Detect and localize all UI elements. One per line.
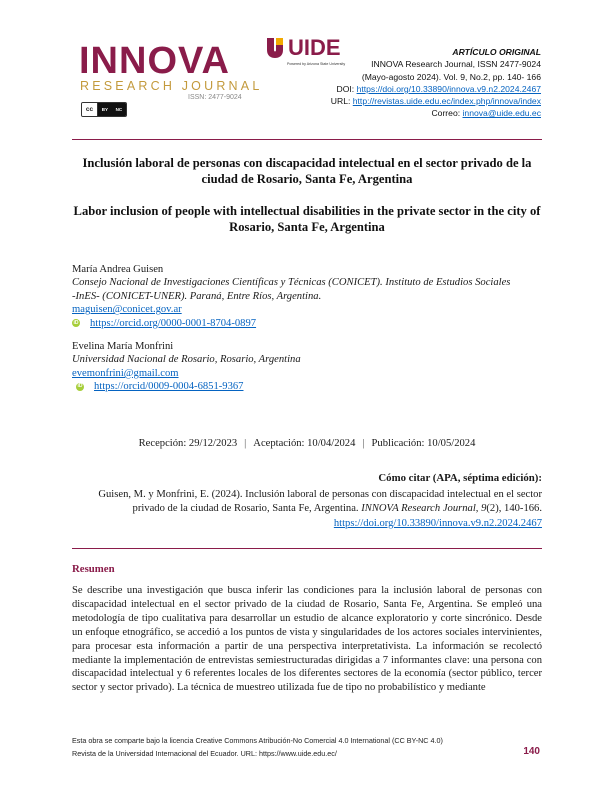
author-affiliation: Consejo Nacional de Investigaciones Científicas y Técnicas (CONICET). Instituto de Estudios Sociales -InES- (CONICET-UNER). Paraná, Entre Ríos, Argentina. xyxy=(72,277,511,302)
citation-heading: Cómo citar (APA, séptima edición): xyxy=(378,472,542,484)
journal-email-link[interactable]: innova@uide.edu.ec xyxy=(462,108,541,119)
journal-logo: INNOVA xyxy=(79,40,230,82)
cc-nc-label: NC xyxy=(115,107,123,112)
article-type: ARTÍCULO ORIGINAL xyxy=(452,47,541,57)
citation-main: Guisen, M. y Monfrini, E. (2024). Inclusión laboral de personas con discapacidad intelectual en el sector privado de la ciudad de Rosario, Santa Fe, Argentina. xyxy=(98,489,542,515)
cc-license-badge[interactable] xyxy=(81,102,127,117)
orcid-row xyxy=(72,380,512,393)
url-line xyxy=(311,95,541,107)
title-spanish: Inclusión laboral de personas con discapacidad intelectual en el sector privado de la ciudad de Rosario, Santa Fe, Argentina xyxy=(82,156,532,186)
university-logo: UIDE xyxy=(288,35,341,60)
cc-by-label: BY xyxy=(101,107,109,112)
citation-doi-link[interactable]: https://doi.org/10.33890/innova.v9.n2.2024.2467 xyxy=(333,517,542,529)
footer-license: Esta obra se comparte bajo la licencia Creative Commons Atribución-No Comercial 4.0 International (CC BY-NC 4.0) xyxy=(72,736,443,745)
accepted-date: Aceptación: 10/04/2024 xyxy=(253,438,356,449)
citation-issue: (2), 140-166. xyxy=(486,503,542,515)
orcid-link[interactable]: https://orcid/0009-0004-6851-9367 xyxy=(94,381,244,393)
citation-divider xyxy=(72,548,542,549)
uide-shield-icon xyxy=(266,37,284,59)
footer-journal: Revista de la Universidad Internacional del Ecuador. URL: https://www.uide.edu.ec/ xyxy=(72,748,337,758)
cc-terms xyxy=(98,103,126,116)
journal-logo-subtitle: RESEARCH JOURNAL xyxy=(80,79,263,93)
url-label: URL: xyxy=(330,96,353,107)
doi-label: DOI: xyxy=(336,83,357,94)
title-english: Labor inclusion of people with intellectual disabilities in the private sector in the city of Rosario, Santa Fe, Argentina xyxy=(73,204,541,234)
publication-dates xyxy=(72,437,542,450)
author-2 xyxy=(72,340,512,394)
doi-line xyxy=(311,83,541,95)
authors-section xyxy=(72,263,512,404)
orcid-icon: iD xyxy=(77,383,83,390)
article-metadata xyxy=(311,46,541,120)
date-separator: | xyxy=(362,438,365,449)
abstract-body: Se describe una investigación que busca inferir las condiciones para la inclusión laboral de personas con discapacidad intelectual en el sector privado de la ciudad de Rosario, Santa Fe, Argentina. Se empleó una metodología de tipo cualitativa para desarrollar un estudio de alcance exploratorio y corte sincrónico. Desde un enfoque etnográfico, se accedió a los puntos de vista y singularidades de los actores sociales intervinientes, para procesar esta información a partir de una perspectiva interpretativista. La información se recolectó mediante la implementación de entrevistas semiestructuradas dirigidas a 7 informantes clave: una persona con discapacidad intelectual y 6 referentes locales de los diferentes sectores de la economía (sector público, tercer sector y sector privado). La técnica de muestreo utilizada fue de tipo no probabilístico y mediante xyxy=(72,585,542,694)
abstract-heading: Resumen xyxy=(72,563,115,575)
published-date: Publicación: 10/05/2024 xyxy=(371,438,476,449)
date-separator: | xyxy=(244,438,247,449)
page-footer xyxy=(72,735,492,760)
page-number: 140 xyxy=(523,746,540,757)
journal-issn-line: INNOVA Research Journal, ISSN 2477-9024 xyxy=(371,59,541,70)
author-name: Evelina María Monfrini xyxy=(72,341,174,353)
author-email-link[interactable]: evemonfrini@gmail.com xyxy=(72,367,179,379)
orcid-link[interactable]: https://orcid.org/0000-0001-8704-0897 xyxy=(90,317,257,329)
orcid-row xyxy=(72,317,512,330)
logo-issn: ISSN: 2477-9024 xyxy=(188,94,242,101)
author-name: María Andrea Guisen xyxy=(72,264,164,275)
journal-url-link[interactable]: http://revistas.uide.edu.ec/index.php/innova/index xyxy=(352,96,541,107)
cc-icon: cc xyxy=(82,103,98,116)
author-affiliation: Universidad Nacional de Rosario, Rosario, Argentina xyxy=(72,354,301,366)
university-logo-subtitle: Powered by Arizona State University xyxy=(287,62,346,66)
email-line xyxy=(311,107,541,119)
citation-text xyxy=(72,488,542,531)
author-1 xyxy=(72,263,512,330)
email-label: Correo: xyxy=(431,108,463,119)
citation-journal: INNOVA Research Journal, 9 xyxy=(361,503,487,515)
header-divider xyxy=(72,139,542,140)
received-date: Recepción: 29/12/2023 xyxy=(138,438,238,449)
author-email-link[interactable]: maguisen@conicet.gov.ar xyxy=(72,304,182,316)
issue-line: (Mayo-agosto 2024). Vol. 9, No.2, pp. 140- 166 xyxy=(361,71,541,82)
orcid-icon: iD xyxy=(73,319,79,326)
doi-link[interactable]: https://doi.org/10.33890/innova.v9.n2.2024.2467 xyxy=(356,83,541,94)
